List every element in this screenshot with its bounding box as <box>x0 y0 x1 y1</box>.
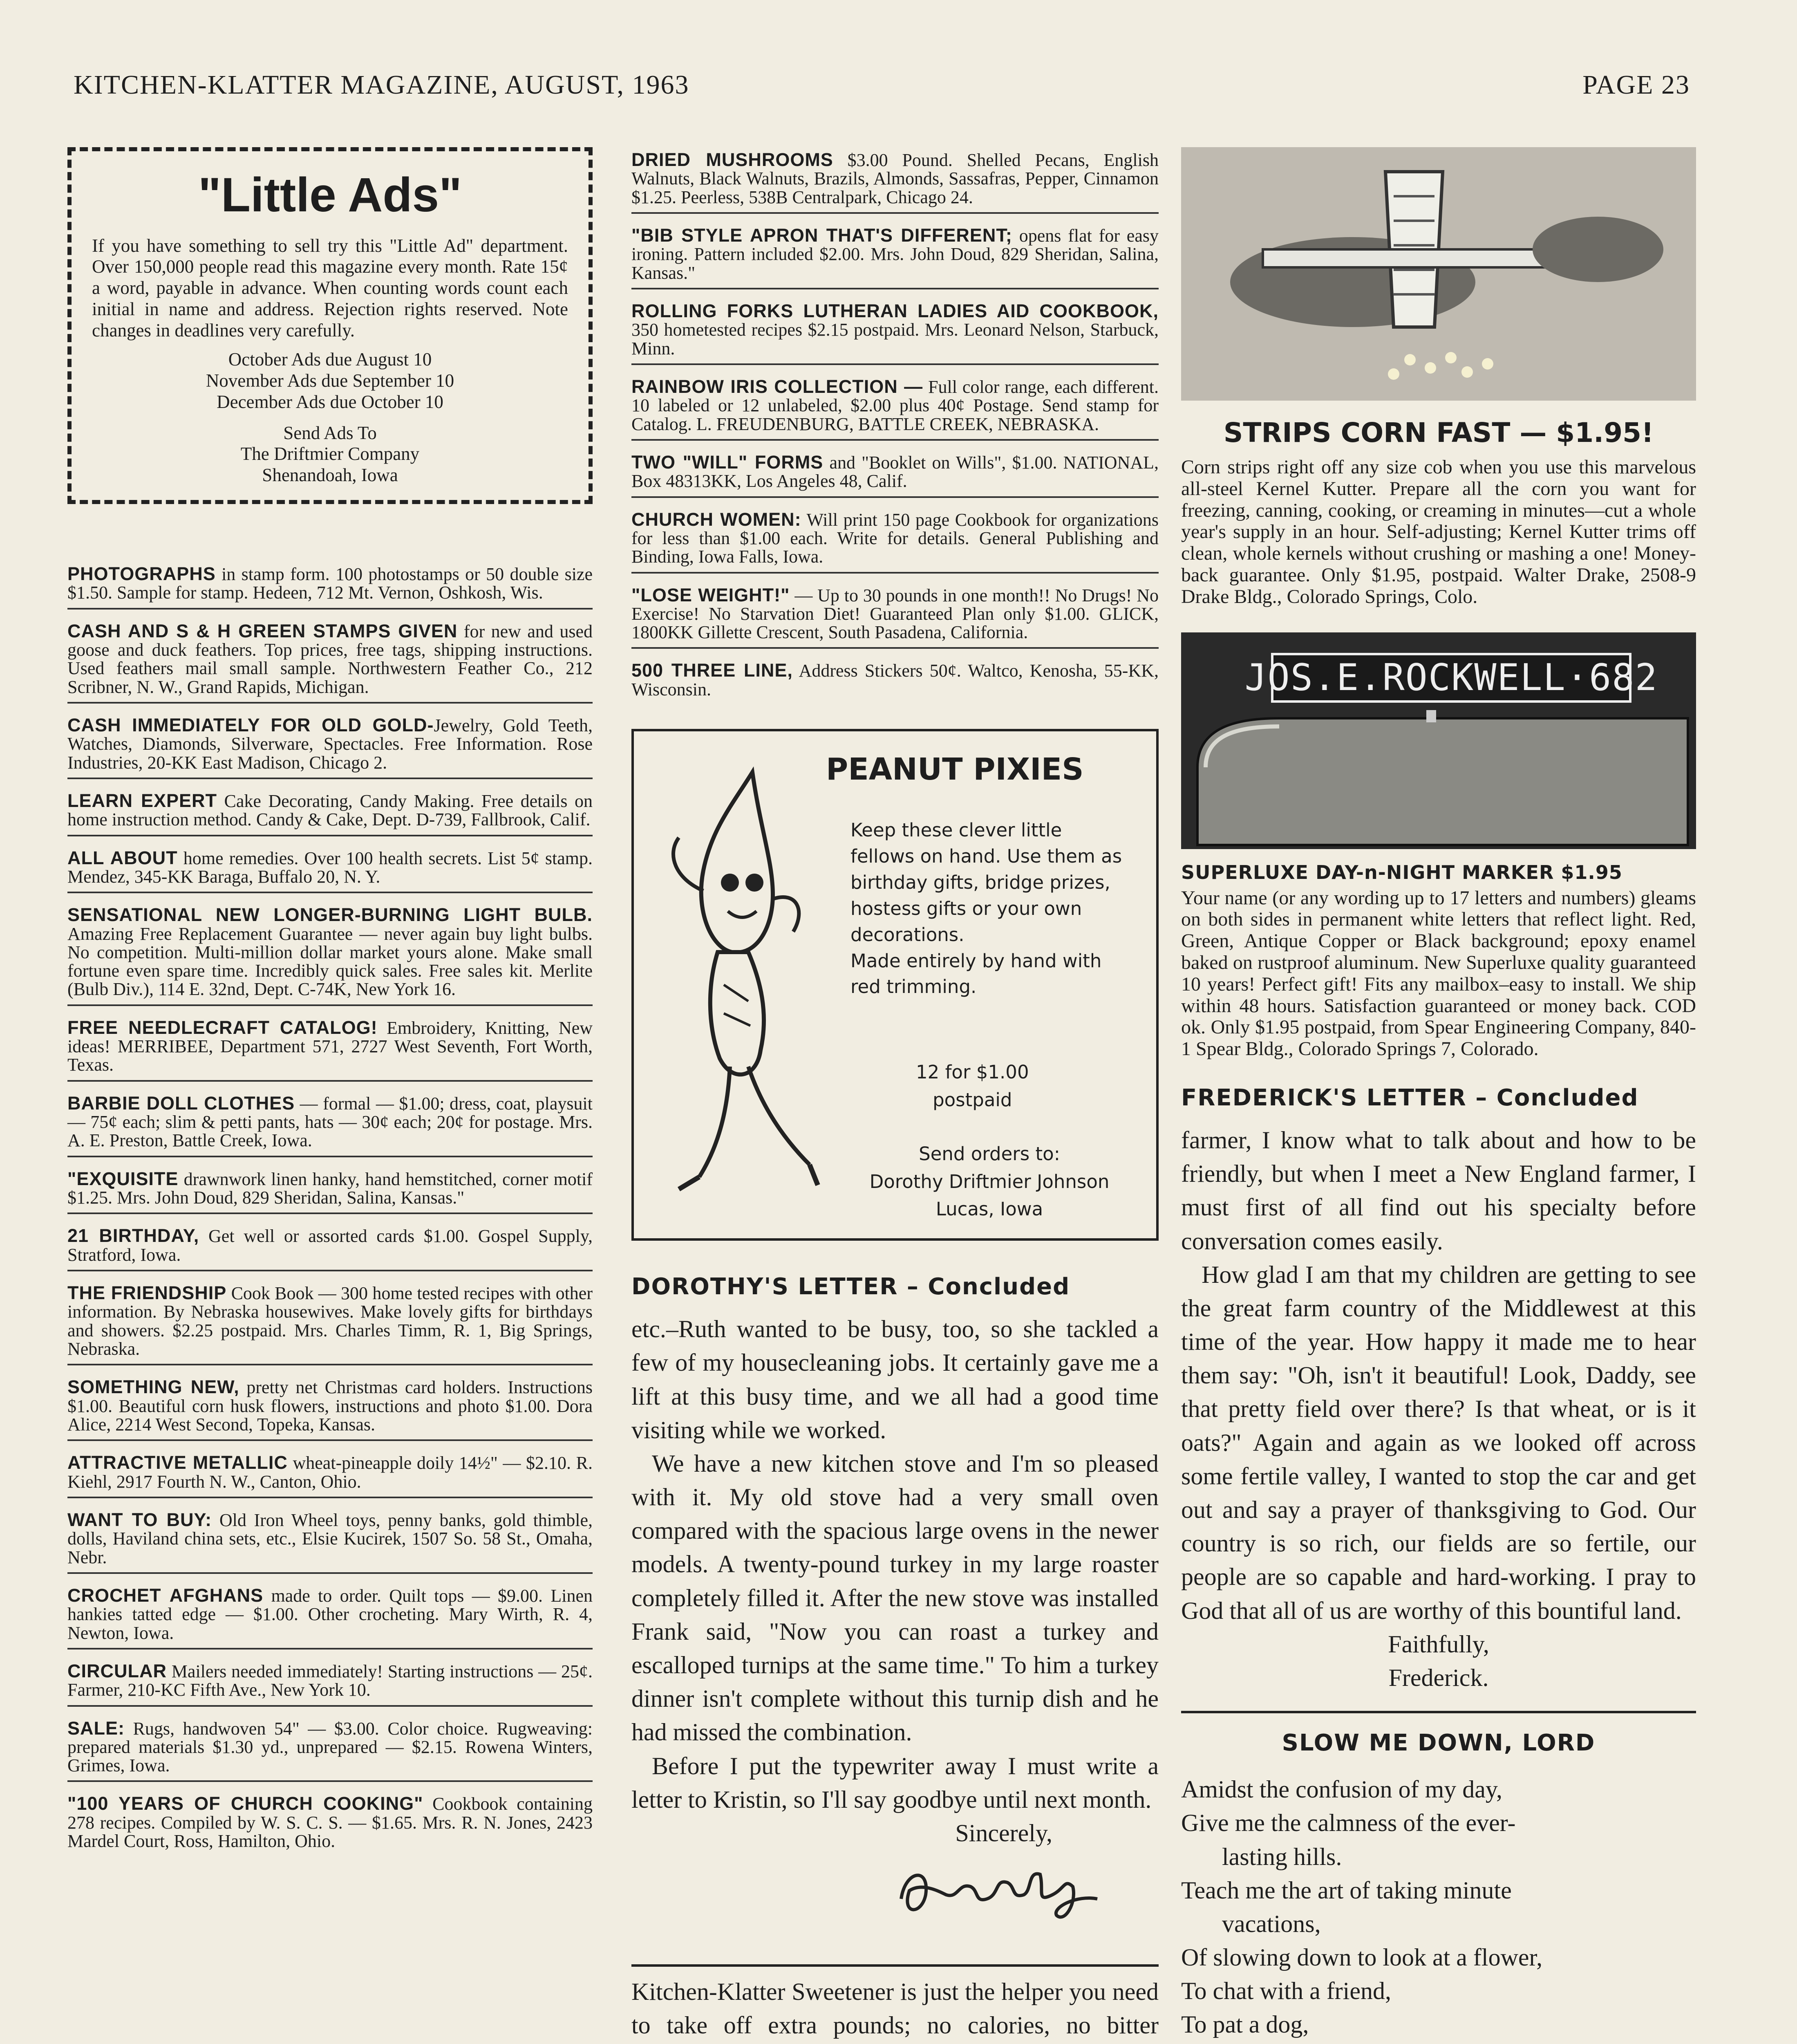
classified-ad <box>631 374 1159 441</box>
pixies-description <box>850 817 1128 1000</box>
ad-head: CROCHET AFGHANS <box>67 1585 264 1606</box>
dorothy-closing: Sincerely, <box>955 1819 1052 1847</box>
left-column <box>67 147 593 1865</box>
classified-ad <box>67 1280 593 1365</box>
classified-ad <box>67 713 593 779</box>
ad-head: CIRCULAR <box>67 1660 167 1681</box>
classified-ad <box>631 583 1159 649</box>
ad-head: TWO "WILL" FORMS <box>631 451 824 473</box>
pixies-price-postpaid: postpaid <box>933 1089 1012 1111</box>
ad-body: home remedies. Over 100 health secrets. List 5¢ stamp. Mendez, 345-KK Baraga, Buffalo 20, N. Y. <box>67 848 593 887</box>
send-ads-to: Send Ads To <box>283 422 377 443</box>
ad-head: THE FRIENDSHIP <box>67 1282 227 1303</box>
pixies-orders <box>830 1140 1149 1223</box>
ad-head: SENSATIONAL NEW LONGER-BURNING LIGHT BULB. <box>67 904 593 926</box>
frederick-closing: Faithfully, <box>1388 1630 1489 1658</box>
fredericks-letter-title: FREDERICK'S LETTER – Concluded <box>1181 1084 1639 1111</box>
ad-head: SOMETHING NEW, <box>67 1376 239 1398</box>
poem-line: To pat a dog, <box>1181 2011 1309 2038</box>
ad-body: — Up to 30 pounds in one month!! No Drugs! No Exercise! No Starvation Diet! Guaranteed Plan only $1.00. GLICK, 1800KK Gillette Crescent, South Pasadena, California. <box>631 585 1159 643</box>
classified-ad <box>67 1507 593 1574</box>
ad-body: Cake Decorating, Candy Making. Free details on home instruction method. Candy & Cake, Dept. D-739, Fallbrook, Calif. <box>67 791 593 830</box>
ad-head: PHOTOGRAPHS <box>67 563 216 584</box>
peanut-pixies-ad <box>631 729 1159 1241</box>
ad-body: Rugs, handwoven 54" — $3.00. Color choice. Rugweaving: prepared materials $1.30 yd., unprepared — $2.15. Rowena Winters, Grimes, Iowa. <box>67 1718 593 1776</box>
dorothys-letter-title: DOROTHY'S LETTER – Concluded <box>631 1273 1070 1300</box>
ad-body: Cook Book — 300 home tested recipes with other information. By Nebraska housewives. Make lovely gifts for birthdays and showers. $2.25 postpaid. Mrs. Charles Timm, R. 1, Big Springs, Nebraska. <box>67 1283 593 1359</box>
classified-ad <box>67 902 593 1006</box>
ad-head: RAINBOW IRIS COLLECTION — <box>631 376 923 397</box>
corn-cutter-illustration <box>1181 147 1696 401</box>
ad-body: Cookbook containing 278 recipes. Compiled by W. S. C. S. — $1.65. Mrs. R. N. Jones, 2423 Mardel Court, Ross, Hamilton, Ohio. <box>67 1794 593 1851</box>
page-number: PAGE 23 <box>1582 70 1690 100</box>
pixies-desc-text: Keep these clever little fellows on hand. Use them as birthday gifts, bridge prizes, hostess gifts or your own decorations. <box>850 819 1122 946</box>
sweetener-ad: Kitchen-Klatter Sweetener is just the helper you need to take off extra pounds; no calories, no bitter <box>631 1978 1159 2039</box>
kernel-kutter-photo <box>1181 147 1696 401</box>
classified-ad <box>67 845 593 894</box>
deadline-november: November Ads due September 10 <box>206 370 454 391</box>
ad-body: $3.00 Pound. Shelled Pecans, English Walnuts, Black Walnuts, Brazils, Almonds, Sassafras, Pepper, Cinnamon $1.25. Peerless, 538B Centralpark, Chicago 24. <box>631 150 1159 207</box>
classified-ad <box>67 1166 593 1215</box>
pixies-price <box>916 1058 1029 1114</box>
classified-ad <box>631 450 1159 498</box>
classified-ad <box>67 561 593 610</box>
little-ads-title: "Little Ads" <box>198 168 462 222</box>
little-ads-box <box>67 147 593 504</box>
poem-line: Give me the calmness of the ever- <box>1181 1809 1516 1837</box>
deadline-december: December Ads due October 10 <box>217 391 443 412</box>
classified-ad <box>67 1091 593 1157</box>
classified-ad <box>67 1374 593 1441</box>
ad-head: ATTRACTIVE METALLIC <box>67 1452 288 1473</box>
ad-head: BARBIE DOLL CLOTHES <box>67 1092 295 1114</box>
company-location: Shenandoah, Iowa <box>262 465 398 486</box>
ad-head: CASH IMMEDIATELY FOR OLD GOLD- <box>67 714 434 735</box>
classified-ad <box>631 507 1159 574</box>
classified-ad <box>67 1223 593 1271</box>
classified-ad <box>67 1659 593 1707</box>
poem-line <box>1181 2042 1696 2044</box>
ad-head: "BIB STYLE APRON THAT'S DIFFERENT; <box>631 224 1012 246</box>
ad-head: 21 BIRTHDAY, <box>67 1225 199 1246</box>
peanut-pixie-illustration <box>650 756 822 1218</box>
poem-line: Teach me the art of taking minute <box>1181 1876 1512 1904</box>
ad-body: Mailers needed immediately! Starting instructions — 25¢. Farmer, 210-KC Fifth Ave., New York 10. <box>67 1661 593 1700</box>
dorothy-paragraph-1: etc.–Ruth wanted to be busy, too, so she tackled a few of my housecleaning jobs. It certainly gave me a lift at this busy time, and we all had a good time visiting while we worked. <box>631 1316 1159 1443</box>
classified-ad <box>631 223 1159 289</box>
strips-corn-body: Corn strips right off any size cob when you use this marvelous all-steel Kernel Kutter. Prepare all the corn you want for freezing, canning, cooking, or creaming in minutes—cut a whole year's supply in an hour. Self-adjusting; Kernel Kutter trims off clean, whole kernels without crushing or mashing a one! Money-back guarantee. Only $1.95, postpaid. Walter Drake, 2508-9 Drake Bldg., Colorado Springs, Colo. <box>1181 456 1696 607</box>
poem-line: Of slowing down to look at a flower, <box>1181 1944 1543 1971</box>
frederick-signature: Frederick. <box>1388 1664 1489 1691</box>
middle-column <box>631 147 1159 2044</box>
classified-ad <box>67 1583 593 1650</box>
classified-ad <box>67 788 593 836</box>
ad-body: Amazing Free Replacement Guarantee — never again buy light bulbs. No competition. Multi-million dollar market yours alone. Make small fortune even spare time. Incredibly quick sales. Free sales kit. Merlite (Bulb Div.), 114 E. 32nd, Dept. C-74K, New York 16. <box>67 923 593 1000</box>
magazine-title: KITCHEN-KLATTER MAGAZINE, AUGUST, 1963 <box>74 70 689 100</box>
marker-title: SUPERLUXE DAY-n-NIGHT MARKER $1.95 <box>1181 861 1622 883</box>
orders-label: Send orders to: <box>919 1143 1060 1165</box>
page-header <box>74 69 1690 101</box>
ad-head: ROLLING FORKS LUTHERAN LADIES AID COOKBOOK, <box>631 300 1159 321</box>
ad-body: Full color range, each different. 10 labeled or 12 unlabeled, $2.00 plus 40¢ Postage. Send stamp for Catalog. L. FREUDENBURG, BATTLE CREEK, NEBRASKA. <box>631 377 1159 434</box>
ad-head: CASH AND S & H GREEN STAMPS GIVEN <box>67 620 458 641</box>
ad-head: WANT TO BUY: <box>67 1509 212 1530</box>
ad-head: FREE NEEDLECRAFT CATALOG! <box>67 1017 378 1038</box>
classified-ad <box>631 147 1159 214</box>
classified-ad <box>67 1791 593 1856</box>
ad-body: Get well or assorted cards $1.00. Gospel Supply, Stratford, Iowa. <box>67 1226 593 1265</box>
classified-ad <box>67 619 593 704</box>
mailbox-illustration <box>1181 632 1696 849</box>
poem-line: lasting hills. <box>1222 1843 1342 1870</box>
little-ads-intro: If you have something to sell try this "Little Ad" department. Over 150,000 people read this magazine every month. Rate 15¢ a word, payable in advance. When counting words count each initial in name and address. Rejection rights reserved. Note changes in deadlines very carefully. <box>92 235 568 341</box>
poem-line: Amidst the confusion of my day, <box>1181 1776 1503 1803</box>
ad-head: "100 YEARS OF CHURCH COOKING" <box>67 1793 423 1814</box>
ad-body: and "Booklet on Wills", $1.00. NATIONAL, Box 48313KK, Los Angeles 48, Calif. <box>631 452 1159 491</box>
dorothy-signature <box>893 1854 1106 1927</box>
ad-body: Embroidery, Knitting, New ideas! MERRIBEE, Department 571, 2727 West Seventh, Fort Worth, Texas. <box>67 1018 593 1075</box>
frederick-paragraph-1: farmer, I know what to talk about and how to be friendly, but when I meet a New England farmer, I must first of all find out his specialty before conversation comes easily. <box>1181 1126 1696 1255</box>
ad-body: pretty net Christmas card holders. Instructions $1.00. Beautiful corn husk flowers, instructions and photo $1.00. Dora Alice, 2214 West Second, Topeka, Kansas. <box>67 1377 593 1434</box>
mailbox-marker-photo <box>1181 632 1696 849</box>
ad-body: 350 hometested recipes $2.15 postpaid. Mrs. Leonard Nelson, Starbuck, Minn. <box>631 320 1159 359</box>
ad-body: Old Iron Wheel toys, penny banks, gold thimble, dolls, Haviland china sets, etc., Elsie Kucirek, 1507 So. 58 St., Omaha, Nebr. <box>67 1510 593 1567</box>
ad-body: Address Stickers 50¢. Waltco, Kenosha, 55-KK, Wisconsin. <box>631 661 1159 699</box>
pixies-desc-handmade: Made entirely by hand with red trimming. <box>850 950 1102 998</box>
ad-head: CHURCH WOMEN: <box>631 509 801 530</box>
orders-name: Dorothy Driftmier Johnson <box>869 1170 1110 1192</box>
ad-head: DRIED MUSHROOMS <box>631 149 833 170</box>
classified-ad <box>631 658 1159 704</box>
dorothy-paragraph-2: We have a new kitchen stove and I'm so pleased with it. My old stove had a very small oven compared with the spacious large ovens in the newer models. A twenty-pound turkey in my large roaster completely filled it. After the new stove was installed Frank said, "Now you can roast a turkey and escalloped turnips at the same time." To him a turkey dinner isn't complete without this turnip dish and he had missed the combination. <box>631 1450 1159 1746</box>
ad-head: "EXQUISITE <box>67 1168 179 1189</box>
ad-body: wheat-pineapple doily 14½" — $2.10. R. Kiehl, 2917 Fourth N. W., Canton, Ohio. <box>67 1453 593 1492</box>
dorothy-paragraph-3: Before I put the typewriter away I must write a letter to Kristin, so I'll say goodbye until next month. <box>631 1752 1159 1813</box>
pixies-price-amount: 12 for $1.00 <box>916 1061 1029 1083</box>
deadline-october: October Ads due August 10 <box>228 349 432 370</box>
ad-body: for new and used goose and duck feathers. Top prices, free tags, shipping instructions. Used feathers mail small sample. Northwestern Feather Co., 212 Scribner, N. W., Grand Rapids, Michigan. <box>67 621 593 697</box>
ad-head: SALE: <box>67 1717 125 1739</box>
ad-body: — formal — $1.00; dress, coat, playsuit — 75¢ each; slim & petti pants, hats — 30¢ each; 20¢ for postage. Mrs. A. E. Preston, Battle Creek, Iowa. <box>67 1093 593 1151</box>
frederick-paragraph-2: How glad I am that my children are getting to see the great farm country of the Middlewest at this time of the year. How happy it made me to hear them say: "Oh, isn't it beautiful! Look, Daddy, see that pretty field over there? Is that wheat, or is it oats?" Again and again as we looked off across some fertile valley, I wanted to stop the car and get out and say a prayer of thanksgiving to God. Our country is so rich, our fields are so fertile, our people are so capable and hard-working. I pray to God that all of us are worthy of this bountiful land. <box>1181 1261 1696 1624</box>
pixies-title: PEANUT PIXIES <box>826 752 1084 787</box>
ad-body: made to order. Quilt tops — $9.00. Linen hankies tatted edge — $1.00. Other crocheting. Mary Wirth, R. 4, Newton, Iowa. <box>67 1585 593 1643</box>
poem <box>1181 1773 1696 2044</box>
poem-title: SLOW ME DOWN, LORD <box>1282 1730 1596 1757</box>
company-name: The Driftmier Company <box>240 444 420 464</box>
ad-head: "LOSE WEIGHT!" <box>631 584 790 605</box>
orders-location: Lucas, Iowa <box>935 1198 1043 1220</box>
marker-body: Your name (or any wording up to 17 letters and numbers) gleams on both sides in permanent white letters that reflect light. Red, Green, Antique Copper or Black background; epoxy enamel baked on rustproof aluminum. New Superluxe quality guaranteed 10 years! Perfect gift! Fits any mailbox–easy to install. We ship within 48 hours. Satisfaction guaranteed or money back. COD ok. Only $1.95 postpaid, from Spear Engineering Company, 840-1 Spear Bldg., Colorado Springs 7, Colorado. <box>1181 887 1696 1060</box>
ad-body: Jewelry, Gold Teeth, Watches, Diamonds, Silverware, Spectacles. Free Information. Rose Industries, 20-KK East Madison, Chicago 2. <box>67 715 593 773</box>
strips-corn-title: STRIPS CORN FAST — $1.95! <box>1223 417 1654 448</box>
right-column <box>1181 147 1696 2044</box>
fredericks-letter <box>1181 1085 1696 1694</box>
ad-head: 500 THREE LINE, <box>631 660 793 681</box>
name-plate: JOS.E.ROCKWELL·682 <box>1271 653 1631 703</box>
classified-ad <box>67 1450 593 1498</box>
classified-ad <box>67 1716 593 1782</box>
ad-body: in stamp form. 100 photostamps or 50 double size $1.50. Sample for stamp. Hedeen, 712 Mt. Vernon, Oshkosh, Wis. <box>67 564 593 603</box>
poem-line: vacations, <box>1222 1910 1321 1937</box>
classified-ad <box>67 1015 593 1082</box>
poem-line: To chat with a friend, <box>1181 1977 1391 2005</box>
ad-head: LEARN EXPERT <box>67 790 217 811</box>
dorothys-letter <box>631 1273 1159 1927</box>
ad-body: Will print 150 page Cookbook for organizations for less than $1.00 each. Write for details. General Publishing and Binding, Iowa Falls, Iowa. <box>631 509 1159 567</box>
ad-body: drawnwork linen hanky, hand hemstitched, corner motif $1.25. Mrs. John Doud, 829 Sheridan, Salina, Kansas." <box>67 1169 593 1208</box>
ad-head: ALL ABOUT <box>67 847 178 868</box>
classified-ad <box>631 298 1159 365</box>
ad-body: opens flat for easy ironing. Pattern included $2.00. Mrs. John Doud, 829 Sheridan, Salina, Kansas." <box>631 225 1159 283</box>
